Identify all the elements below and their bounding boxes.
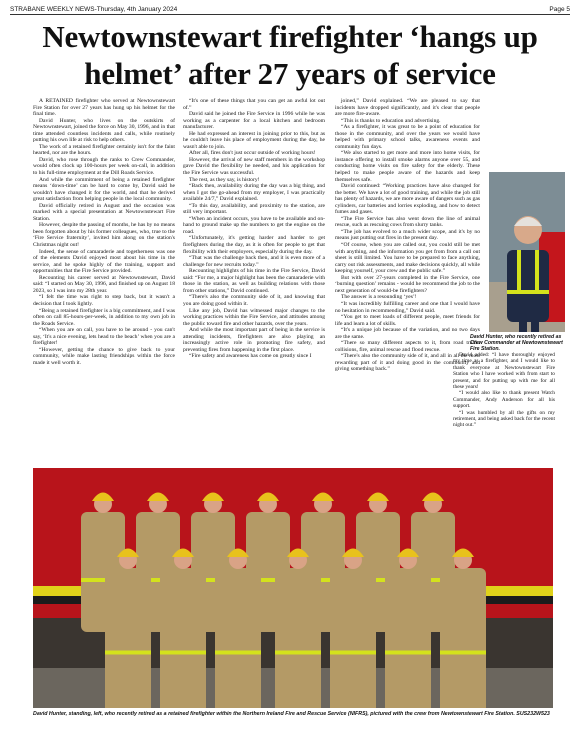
article-paragraph: Like any job, David has witnessed major changes to the working practices within the Fire Service, and attitudes among the public toward fire and other hazards, over the years. — [183, 307, 325, 327]
article-paragraph: David continued: “Working practices have also changed for the better. We have a lot of good training, and while the job still has plenty of hazards, we are more aware of dangers such as gas cylinders, car batteries and lorries exploding, and how to detect fumes and gases. — [335, 183, 480, 216]
article-paragraph: “There so many different aspects to it, from road traffic collisions, fire, animal rescue and flood rescue. — [335, 340, 480, 353]
article-paragraph: “Unfortunately, it's getting harder and harder to get firefighters during the day, as it is often for people to get that flexibility with their employers, especially during the day. — [183, 235, 325, 255]
article-paragraph: But with over 27-years completed in the Fire Service, one ‘burning question’ remains - would he recommend the job to the next generation of would-be firefighters? — [335, 274, 480, 294]
article-paragraph: “You get to meet loads of different people, meet friends for life and learn a lot of skills. — [335, 314, 480, 327]
firefighter-figure — [215, 549, 261, 709]
article-paragraph: David added: “I have thoroughly enjoyed my time as a firefighter, and I would like to thank everyone at Newtownstewart Fire Station who I have worked with from start to present, and for putting up with me for all these years! — [453, 352, 555, 391]
article-paragraph: “Of course, when you are called out, you could still be met with anything, and the information you get from from a call out sheet is still limited. You have to be prepared to face anything, carry out risk assessments, and make decisions quickly, all while keeping yourself, your crew and the public safe.” — [335, 242, 480, 275]
article-paragraph: And while the most important part of being in the service is attending incidents, firefighters are also playing an increasingly active role in promoting fire safety, and preventing fires from happening in the first place. — [183, 327, 325, 353]
article-paragraph: “However, getting the chance to give back to your community, while make lasting friendships within the force made it well worth it. — [33, 346, 175, 366]
firefighter-crew-image — [33, 468, 553, 708]
article-column-2 — [183, 98, 325, 466]
article-paragraph: “As a firefighter, it was great to be a point of education for those in the community, and over the years we would have helped with primary school talks, awareness events and community fun days. — [335, 124, 480, 150]
article-paragraph: Indeed, the sense of camaraderie and togetherness was one of the elements David enjoyed most about his time in the service, and he spoke highly of the training, support and opportunities that the Fire Service provided. — [33, 248, 175, 275]
article-paragraph: However, the arrival of new staff members in the workshop gave David the flexibility he needed, and his application for the Fire Service was successful. — [183, 156, 325, 177]
article-paragraph: David Hunter, who lives on the outskirts of Newtownstewart, joined the force on May 30, 1996, and in that time attended countless incidents and calls, while routinely putting his own life at risk to help others. — [33, 117, 175, 144]
article-paragraph: A RETAINED firefighter who served at Newtownstewart Fire Station for over 27 years has hung up his helmet for the final time. — [33, 98, 175, 118]
article-headline: Newtownstewart firefighter ‘hangs up helmet’ after 27 years of service — [42, 19, 538, 91]
article-column-4 — [453, 352, 555, 466]
article-paragraph: “Fire safety and awareness has come on greatly since I — [189, 353, 312, 360]
article-paragraph: “I would also like to thank present Watch Commander, Andy Anderson for all his support. — [453, 390, 555, 410]
article-paragraph: “This is thanks to education and advertising. — [341, 117, 441, 124]
article-paragraph: “To this day, availability, and proximity to the station, are still very important. — [183, 202, 325, 216]
firefighter-figure — [275, 549, 321, 709]
article-paragraph: “There's also the community side of it, and knowing that you are doing good within it. — [183, 294, 325, 307]
article-paragraph: “The Fire Service has also went down the line of animal rescue, such as rescuing cows from slurry tanks. — [335, 215, 480, 229]
article-paragraph: Recounting highlights of his time in the Fire Service, David said: “For me, a major highlight has been the camaraderie with those in the station, as well as building relations with those from other stations,” David continued. — [183, 268, 325, 294]
article-paragraph: “We also started to get more and more into home visits, for instance offering to install smoke alarms anyone over 55, and conducting home visits on fire safety for the elderly. These helped to make people aware of the hazards and keep themselves safe. — [335, 150, 480, 183]
article-paragraph: David said he joined the Fire Service in 1996 while he was working as a carpenter for a local kitchen and bedroom manufacturer. — [183, 111, 325, 131]
article-paragraph: “There's also the community side of it, and all in all the most rewarding part of it and doing good in the community and giving something back.” — [335, 353, 480, 373]
portrait-photo — [489, 172, 565, 332]
page-number: Page 5 — [549, 5, 570, 13]
article-paragraph: Recounting his career served at Newtownstewart, David said: “I started on May 30, 1996, and finished up on August 18 2023, so I was into my 28th year. — [33, 274, 175, 294]
article-paragraph: And while the commitment of being a retained firefighter means ‘down-time’ can be hard to come by, David said he wouldn't have changed it for the world, and that he derived great satisfaction from helping people in the local community. — [33, 176, 175, 203]
photo-caption: David Hunter, standing, left, who recently retired as a retained firefighter within the Northern Ireland Fire and Rescue Service (NIFRS), pictured with the crew from Newtownstewart Fire Station. SUS232W523 — [33, 711, 550, 717]
article-column-1 — [33, 98, 175, 466]
article-paragraph: David, who rose through the ranks to Crew Commander, would often clock up 100-hours per week on-call, in addition to his full-time employment at the Dill Roads Service. — [33, 156, 175, 177]
header-rule — [10, 14, 570, 15]
firefighter-figure — [105, 549, 151, 709]
article-paragraph: “Being a retained firefighter is a big commitment, and I was often on call 85-hours-per-week, in addition to my own job in the Roads Service. — [33, 307, 175, 327]
article-paragraph: “It's a unique job because of the variation, and no two days are the same. — [335, 327, 480, 340]
article-paragraph: David officially retired in August and the occasion was marked with a special presentation at Newtownstewart Fire Station. — [33, 202, 175, 222]
firefighter-portrait-image — [489, 172, 565, 332]
article-paragraph: “When you are on call, you have to be around - you can't say, ‘It's a nice evening, lets head to the beach’ when you are a firefighter! — [33, 327, 175, 347]
article-paragraph: “It's one of these things that you can get an awful lot out of.” — [183, 98, 325, 111]
article-paragraph: joined,” David explained. “We are pleased to say that incidents have dropped significantly, and it's clear that people are more fire-aware. — [335, 98, 480, 118]
article-paragraph: The rest, as they say, is history! — [189, 176, 260, 183]
article-paragraph: “That was the challenge back then, and it is even more of a challenge for new recruits today.” — [183, 255, 325, 268]
publication-date: STRABANE WEEKLY NEWS-Thursday, 4th January 2024 — [10, 5, 178, 13]
article-paragraph: “I felt the time was right to step back, but it wasn't a decision that I took lightly. — [33, 294, 175, 307]
firefighter-figure — [330, 549, 376, 709]
article-paragraph: The work of a retained firefighter certainly isn't for the faint hearted, nor are the hours. — [33, 143, 175, 157]
portrait-caption: David Hunter, who recently retired as Crew Commander at Newtownstewart Fire Station. — [470, 334, 563, 353]
article-paragraph: “It was incredibly fulfilling career and one that I would have no hesitation in recommending,” David said. — [335, 300, 480, 314]
article-paragraph: “I was humbled by all the gifts on my retirement, and being asked back for the recent night out.” — [453, 409, 555, 429]
article-paragraph: The answer is a resounding ‘yes’! — [341, 294, 417, 301]
article-paragraph: He had expressed an interest in joining prior to this, but as he couldn't leave his place of employment during the day, he wasn't able to join. — [183, 130, 325, 150]
firefighter-figure — [440, 549, 486, 709]
crew-group-photo — [33, 468, 553, 708]
article-paragraph: “Back then, availability during the day was a big thing, and when I got the go-ahead from my employer, I was practically available 24/7,” David explained. — [183, 183, 325, 203]
article-paragraph: After all, fires don't just occur outside of working hours! — [189, 150, 316, 157]
firefighter-figure — [160, 549, 206, 709]
article-paragraph: However, despite the passing of months, he has by no means been forgotten about by his former colleagues, who, true to the ‘Fire Service fraternity’, invited him along on the station's Christmas night out! — [33, 222, 175, 249]
firefighter-figure — [385, 549, 431, 709]
article-paragraph: “When an incident occurs, you have to be available and on-hand to ground make up the numbers to get the engine on the road. — [183, 215, 325, 235]
article-paragraph: “The job has evolved to a much wider scope, and it's by no means just putting out fires in the present day. — [335, 228, 480, 242]
